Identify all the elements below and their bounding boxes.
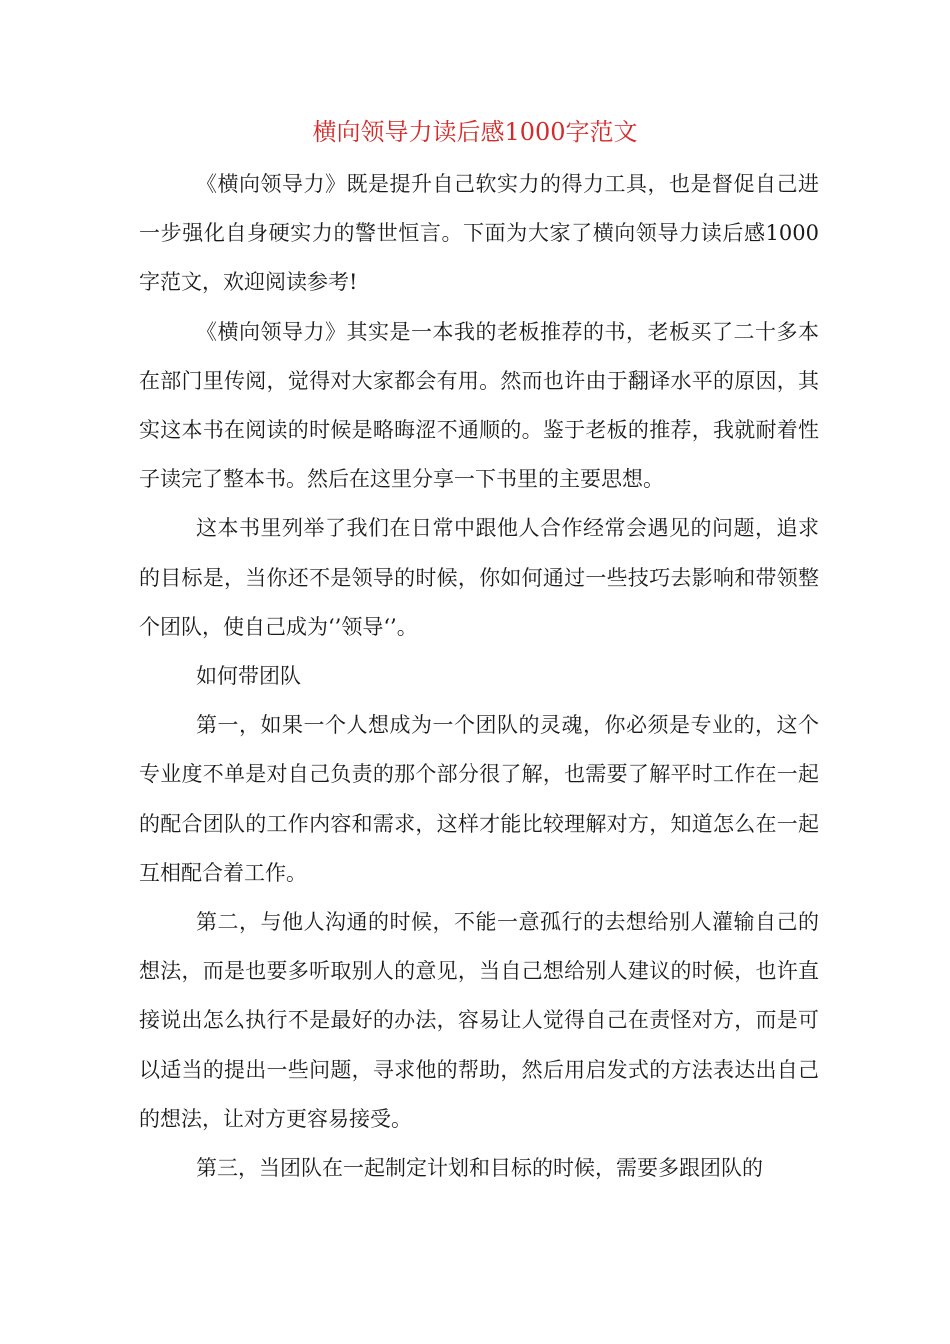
paragraph-intro: 《横向领导力》既是提升自己软实力的得力工具，也是督促自己进一步强化自身硬实力的警世恒言。下面为大家了横向领导力读后感1000字范文，欢迎阅读参考! — [139, 172, 819, 295]
paragraph-point-three: 第三，当团队在一起制定计划和目标的时候，需要多跟团队的 — [196, 1156, 763, 1181]
document-title: 横向领导力读后感1000字范文 — [312, 118, 638, 146]
paragraph-point-two: 第二，与他人沟通的时候，不能一意孤行的去想给别人灌输自己的想法，而是也要多听取别人的意见，当自己想给别人建议的时候，也许直接说出怎么执行不是最好的办法，容易让人觉得自己在责怪对方，而是可以适当的提出一些问题，寻求他的帮助，然后用启发式的方法表达出自己的想法，让对方更容易接受。 — [139, 910, 819, 1131]
paragraph-book-recommendation: 《横向领导力》其实是一本我的老板推荐的书，老板买了二十多本在部门里传阅，觉得对大家都会有用。然而也许由于翻译水平的原因，其实这本书在阅读的时候是略晦涩不通顺的。鉴于老板的推荐，我就耐着性子读完了整本书。然后在这里分享一下书里的主要思想。 — [139, 319, 819, 492]
section-heading-team: 如何带团队 — [196, 664, 301, 689]
document-body — [139, 160, 819, 1193]
paragraph-point-one: 第一，如果一个人想成为一个团队的灵魂，你必须是专业的，这个专业度不单是对自己负责的那个部分很了解，也需要了解平时工作在一起的配合团队的工作内容和需求，这样才能比较理解对方，知道怎么在一起互相配合着工作。 — [139, 713, 819, 885]
paragraph-book-goal: 这本书里列举了我们在日常中跟他人合作经常会遇见的问题，追求的目标是，当你还不是领导的时候，你如何通过一些技巧去影响和带领整个团队，使自己成为‘’领导‘’。 — [139, 516, 819, 639]
